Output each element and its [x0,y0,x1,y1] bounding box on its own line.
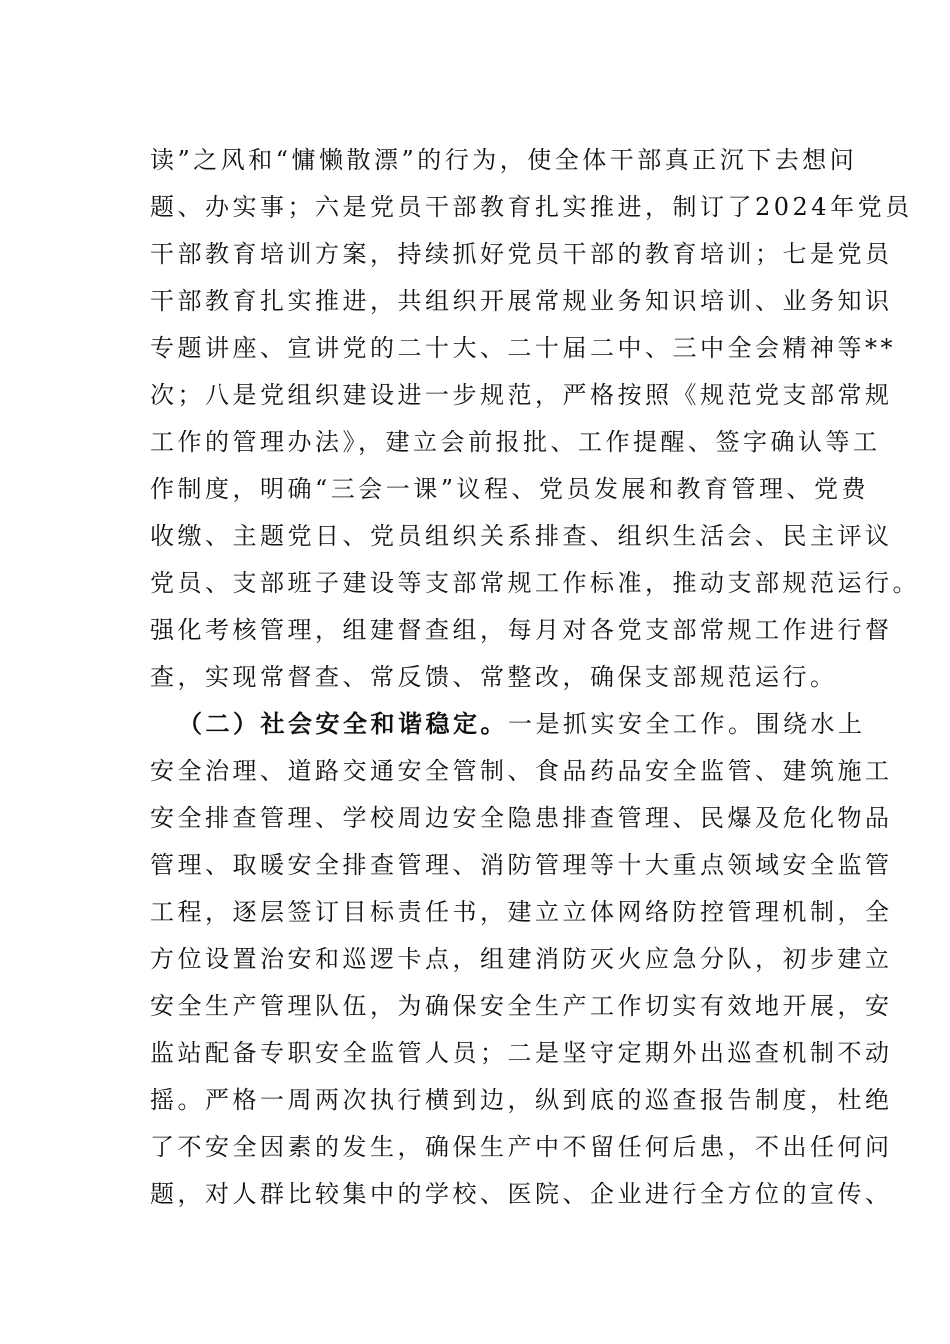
text-line: 安全排查管理、学校周边安全隐患排查管理、民爆及危化物品 [150,804,893,832]
text-line: 安全治理、道路交通安全管制、食品药品安全监管、建筑施工 [150,757,893,785]
text-line: 查，实现常督查、常反馈、常整改，确保支部规范运行。 [150,663,838,691]
section-2-first-line-text: 一是抓实安全工作。围绕水上 [508,710,866,738]
text-line: 题、办实事；六是党员干部教育扎实推进，制订了2024年党员 [150,193,913,221]
text-line: 作制度，明确“三会一课”议程、党员发展和教育管理、党费 [150,475,870,503]
text-line: 强化考核管理，组建督查组，每月对各党支部常规工作进行督 [150,616,893,644]
text-line: 收缴、主题党日、党员组织关系排查、组织生活会、民主评议 [150,522,893,550]
text-line: 管理、取暖安全排查管理、消防管理等十大重点领域安全监管 [150,851,893,879]
text-line: 摇。严格一周两次执行横到边，纵到底的巡查报告制度，杜绝 [150,1086,893,1114]
text-line: 干部教育扎实推进，共组织开展常规业务知识培训、业务知识 [150,287,893,315]
text-line: 读”之风和“慵懒散漂”的行为，使全体干部真正沉下去想问 [150,146,858,174]
text-line: 工作的管理办法》，建立会前报批、工作提醒、签字确认等工 [150,428,881,456]
text-line: 监站配备专职安全监管人员；二是坚守定期外出巡查机制不动 [150,1039,893,1067]
section-2-first-line [150,710,866,738]
text-line: 党员、支部班子建设等支部常规工作标准，推动支部规范运行。 [150,569,920,597]
text-line: 了不安全因素的发生，确保生产中不留任何后患，不出任何问 [150,1133,893,1161]
text-line: 次；八是党组织建设进一步规范，严格按照《规范党支部常规 [150,381,893,409]
text-line: 专题讲座、宣讲党的二十大、二十届二中、三中全会精神等** [150,334,896,362]
text-line: 方位设置治安和巡逻卡点，组建消防灭火应急分队，初步建立 [150,945,893,973]
text-line: 工程，逐层签订目标责任书，建立立体网络防控管理机制，全 [150,898,893,926]
text-line: 题，对人群比较集中的学校、医院、企业进行全方位的宣传、 [150,1180,893,1208]
section-heading: （二）社会安全和谐稳定。 [178,709,508,738]
text-line: 干部教育培训方案，持续抓好党员干部的教育培训；七是党员 [150,240,893,268]
text-line: 安全生产管理队伍，为确保安全生产工作切实有效地开展，安 [150,992,893,1020]
